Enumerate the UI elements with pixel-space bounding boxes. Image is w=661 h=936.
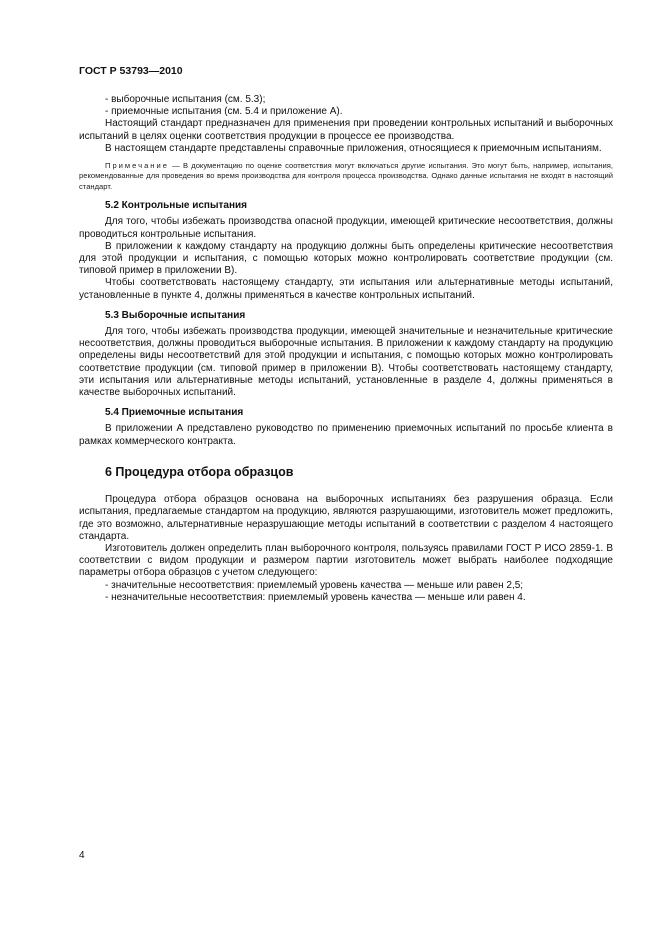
list-item: - приемочные испытания (см. 5.4 и приложение А). (105, 106, 343, 118)
paragraph: Процедура отбора образцов основана на выборочных испытаниях без разрушения образца. Если испытания, предлагаемые стандартом на продукцию, являются разрушающими, изготовитель может предложить, где это возможно, альтернативные неразрушающие методы испытаний в соответствии с разделом 4 настоящего стандарта. (79, 494, 613, 542)
document-body (79, 94, 613, 604)
section-heading-5-2: 5.2 Контрольные испытания (105, 200, 247, 212)
paragraph: В приложении А представлено руководство по применению приемочных испытаний по просьбе клиента в рамках коммерческого контракта. (79, 423, 613, 447)
paragraph: Настоящий стандарт предназначен для применения при проведении контрольных испытаний и выборочных испытаний в целях оценки соответствия продукции в процессе ее производства. (79, 118, 613, 142)
section-heading-5-3: 5.3 Выборочные испытания (105, 309, 246, 321)
note-label: Примечание (105, 161, 169, 171)
note-text: — В документацию по оценке соответствия могут включаться другие испытания. Это могут быть, например, испытания, рекомендованные для проведения во время производства для контроля процесса производства. Однако данные испытания не входят в настоящий стандарт. (79, 161, 613, 191)
list-item: - выборочные испытания (см. 5.3); (105, 94, 266, 105)
note (79, 161, 613, 192)
document-header: ГОСТ Р 53793—2010 (79, 65, 183, 77)
list-item: - незначительные несоответствия: приемлемый уровень качества — меньше или равен 4. (105, 591, 526, 603)
paragraph: Изготовитель должен определить план выборочного контроля, пользуясь правилами ГОСТ Р ИСО 2859-1. В соответствии с видом продукции и размером партии изготовитель может выбрать наиболее подходящие параметры отбора образцов с учетом следующего: (79, 542, 613, 579)
section-heading-6: 6 Процедура отбора образцов (105, 464, 294, 479)
section-heading-5-4: 5.4 Приемочные испытания (105, 407, 244, 419)
paragraph: Для того, чтобы избежать производства продукции, имеющей значительные и незначительные критические несоответствия, должны проводиться выборочные испытания. В приложении к каждому стандарту на продукцию определены виды несоответствий для этой продукции и испытания, с помощью которых можно контролировать соответствие продукции (см. типовой пример в приложении В). Чтобы соответствовать настоящему стандарту, эти испытания или альтернативные методы испытаний, установленные в разделе 4, должны применяться в качестве выборочных испытаний. (79, 326, 613, 399)
paragraph: В приложении к каждому стандарту на продукцию должны быть определены критические несоответствия для этой продукции и испытания, с помощью которых можно контролировать соответствие продукции (см. типовой пример в приложении В). (79, 240, 613, 277)
paragraph: В настоящем стандарте представлены справочные приложения, относящиеся к приемочным испытаниям. (105, 142, 602, 154)
paragraph: Чтобы соответствовать настоящему стандарту, эти испытания или альтернативные методы испытаний, установленные в пункте 4, должны применяться в качестве контрольных испытаний. (79, 277, 613, 301)
page-number: 4 (79, 850, 85, 861)
list-item: - значительные несоответствия: приемлемый уровень качества — меньше или равен 2,5; (105, 579, 524, 591)
paragraph: Для того, чтобы избежать производства опасной продукции, имеющей критические несоответствия, должны проводиться контрольные испытания. (79, 216, 613, 240)
